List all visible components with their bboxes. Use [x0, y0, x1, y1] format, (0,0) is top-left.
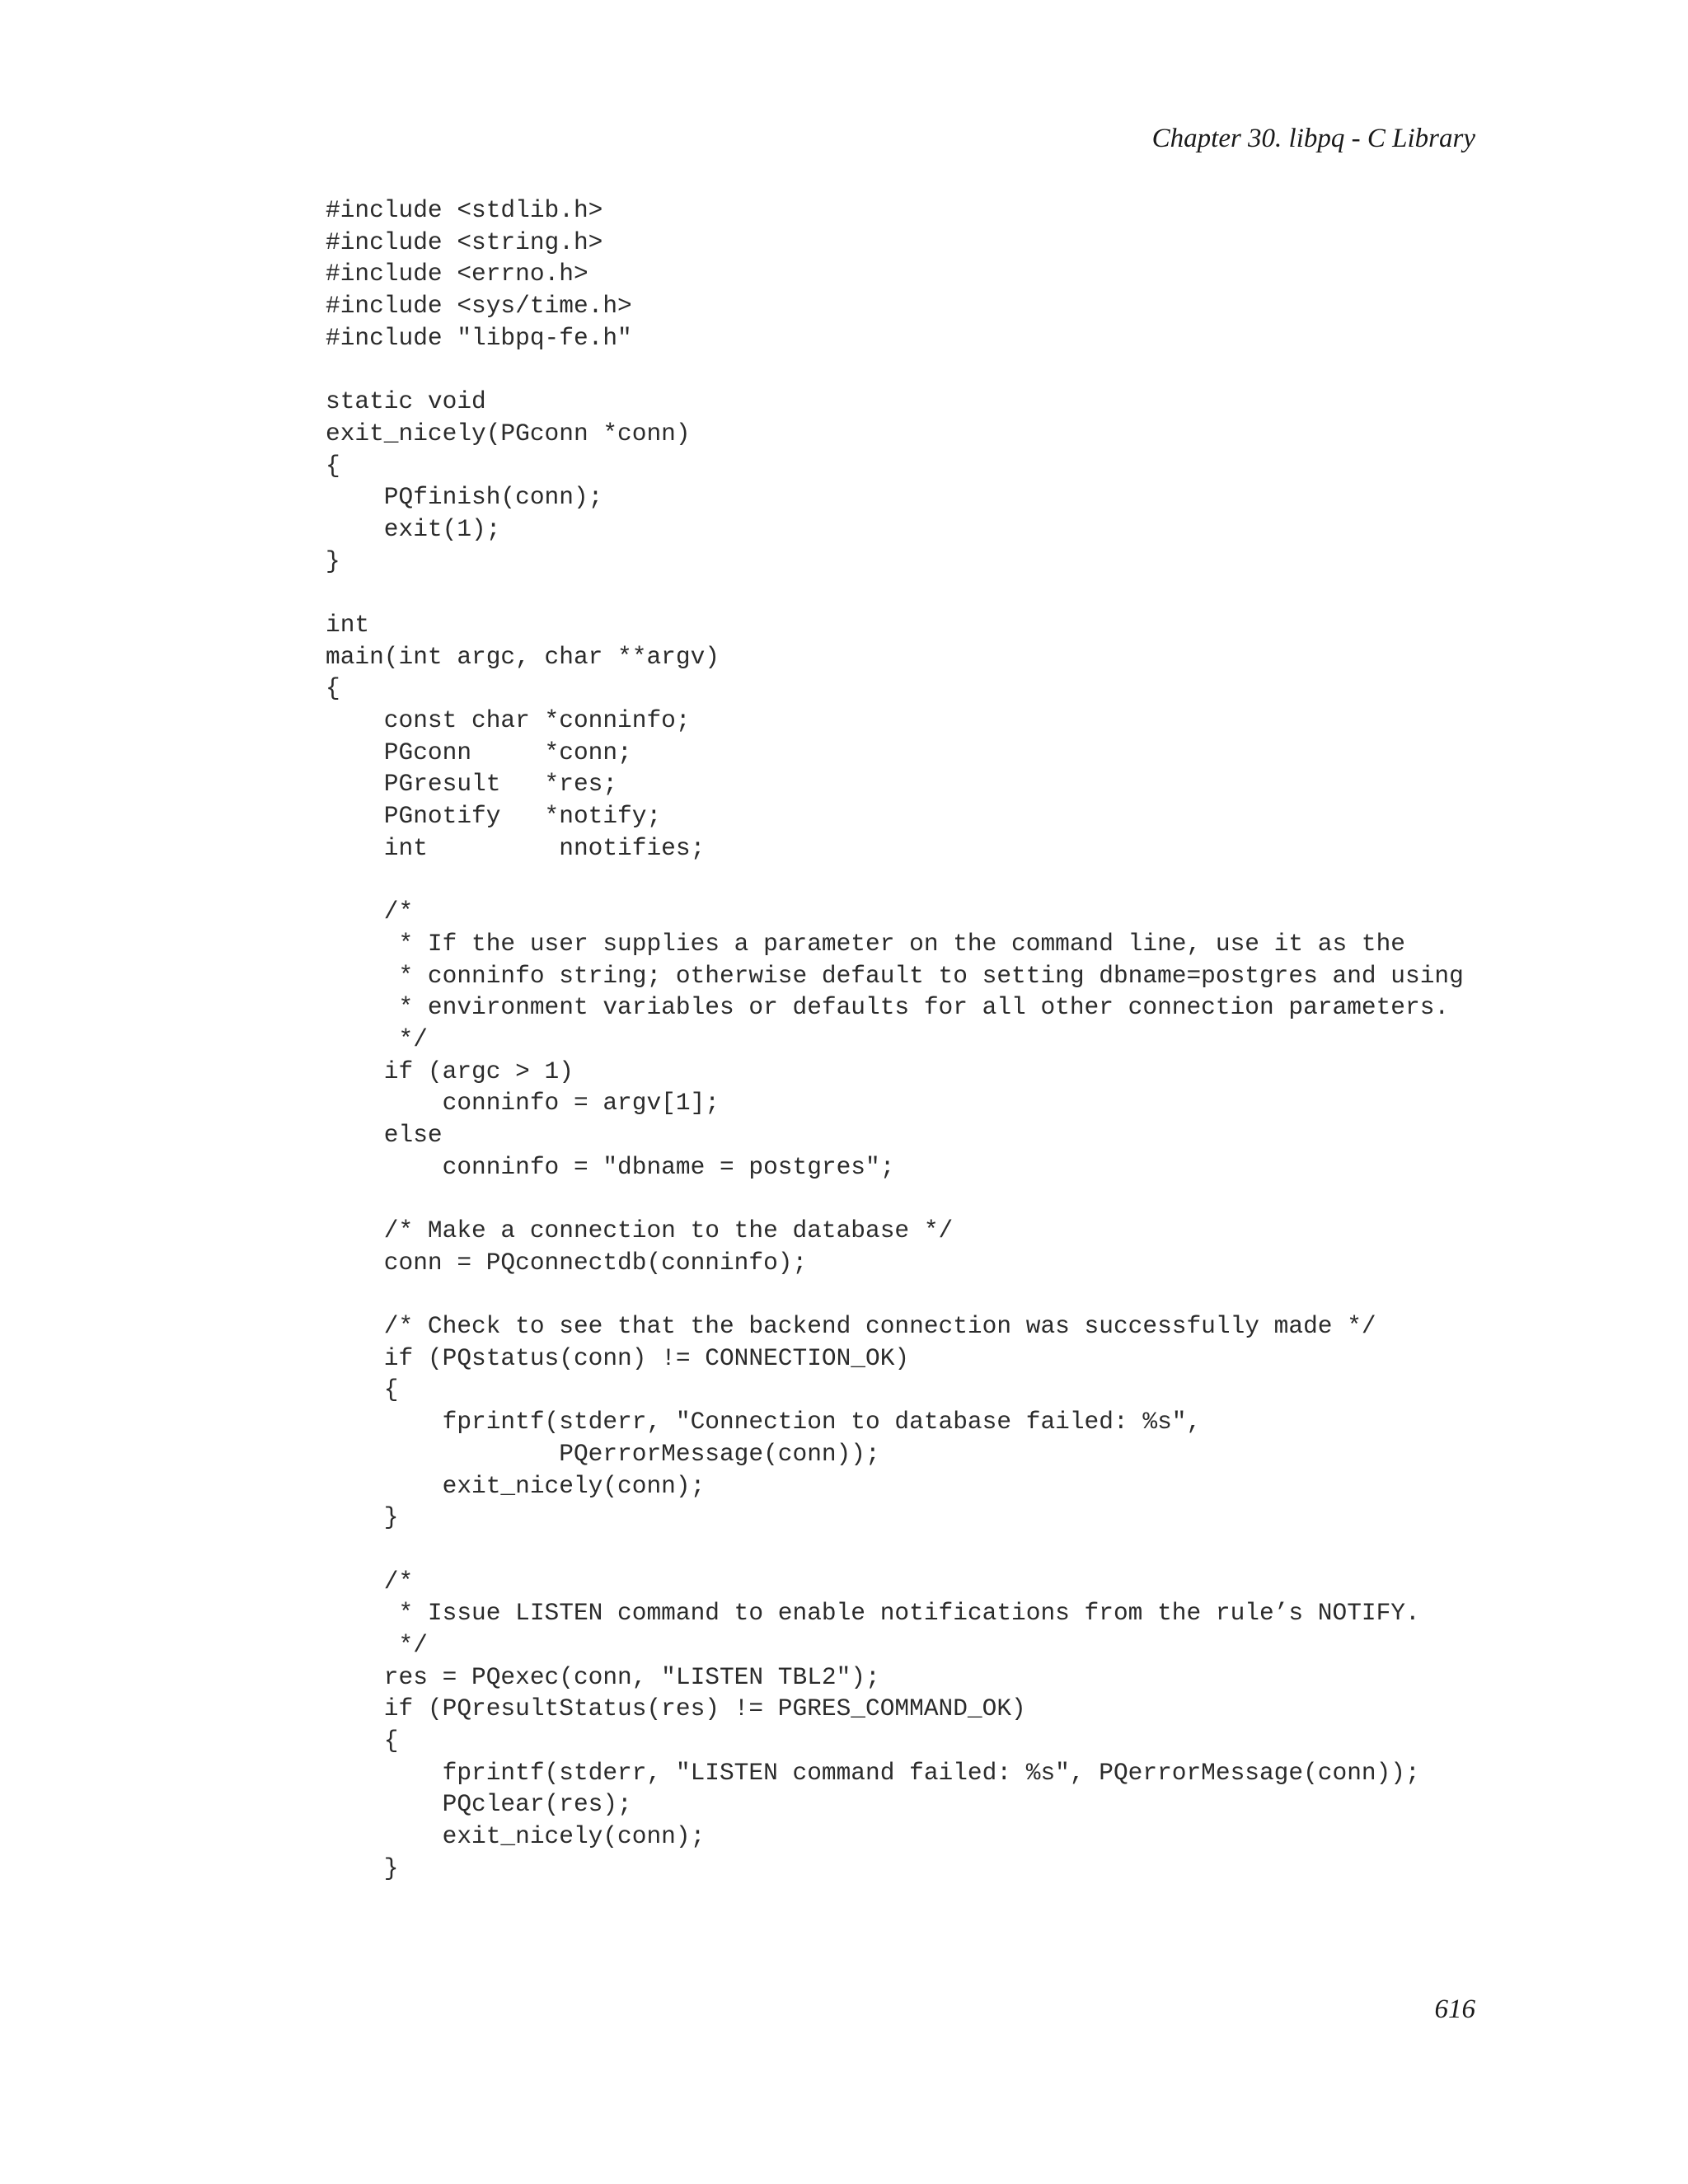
code-line: exit_nicely(conn);: [326, 1471, 706, 1500]
code-line: */: [326, 1630, 428, 1659]
code-line: PQclear(res);: [326, 1790, 632, 1819]
code-line: [326, 354, 1464, 386]
code-line: /* Make a connection to the database */: [326, 1216, 954, 1244]
code-line: {: [326, 674, 340, 703]
code-line: [326, 577, 1464, 609]
code-line: conn = PQconnectdb(conninfo);: [326, 1248, 808, 1277]
code-line: [326, 864, 1464, 896]
code-line: * If the user supplies a parameter on the command line, use it as the: [326, 929, 1406, 958]
code-line: PGresult *res;: [326, 770, 618, 799]
code-line: */: [326, 1024, 428, 1053]
code-line: [326, 1534, 1464, 1566]
code-line: if (PQresultStatus(res) != PGRES_COMMAND_OK): [326, 1694, 1026, 1723]
code-line: int nnotifies;: [326, 833, 706, 862]
code-line: int: [326, 610, 370, 639]
code-line: const char *conninfo;: [326, 706, 691, 734]
code-line: static void: [326, 387, 486, 416]
code-line: * Issue LISTEN command to enable notifications from the rule’s NOTIFY.: [326, 1599, 1420, 1628]
code-line: if (PQstatus(conn) != CONNECTION_OK): [326, 1343, 910, 1372]
code-line: exit_nicely(PGconn *conn): [326, 419, 691, 448]
code-line: }: [326, 1503, 399, 1532]
code-line: conninfo = "dbname = postgres";: [326, 1152, 895, 1181]
running-header: Chapter 30. libpq - C Library: [1151, 124, 1475, 153]
code-line: PQerrorMessage(conn));: [326, 1439, 880, 1468]
code-line: }: [326, 1854, 399, 1882]
code-line: /*: [326, 1567, 414, 1596]
code-listing: [326, 194, 1464, 1884]
code-line: }: [326, 546, 340, 575]
code-line: exit_nicely(conn);: [326, 1822, 706, 1851]
code-line: * environment variables or defaults for all other connection parameters.: [326, 993, 1450, 1022]
code-line: [326, 1183, 1464, 1215]
code-line: exit(1);: [326, 514, 501, 543]
code-line: #include <string.h>: [326, 227, 603, 256]
code-line: #include "libpq-fe.h": [326, 323, 632, 352]
code-line: main(int argc, char **argv): [326, 642, 720, 671]
code-line: {: [326, 1376, 399, 1404]
code-line: PQfinish(conn);: [326, 483, 603, 512]
page-number: 616: [1434, 1994, 1475, 2024]
code-line: #include <errno.h>: [326, 260, 588, 288]
code-line: PGnotify *notify;: [326, 802, 662, 831]
code-line: res = PQexec(conn, "LISTEN TBL2");: [326, 1662, 880, 1691]
code-line: fprintf(stderr, "LISTEN command failed: %s", PQerrorMessage(conn));: [326, 1758, 1420, 1787]
code-line: {: [326, 1727, 399, 1755]
code-line: /* Check to see that the backend connection was successfully made */: [326, 1312, 1376, 1341]
code-line: if (argc > 1): [326, 1057, 574, 1085]
code-line: * conninfo string; otherwise default to setting dbname=postgres and using: [326, 961, 1464, 990]
code-line: /*: [326, 898, 414, 926]
code-line: conninfo = argv[1];: [326, 1089, 720, 1118]
code-line: PGconn *conn;: [326, 738, 632, 766]
code-line: else: [326, 1120, 443, 1149]
code-line: {: [326, 451, 340, 480]
code-line: fprintf(stderr, "Connection to database failed: %s",: [326, 1408, 1202, 1436]
code-line: #include <sys/time.h>: [326, 292, 632, 321]
code-line: [326, 1278, 1464, 1310]
code-line: #include <stdlib.h>: [326, 196, 603, 224]
